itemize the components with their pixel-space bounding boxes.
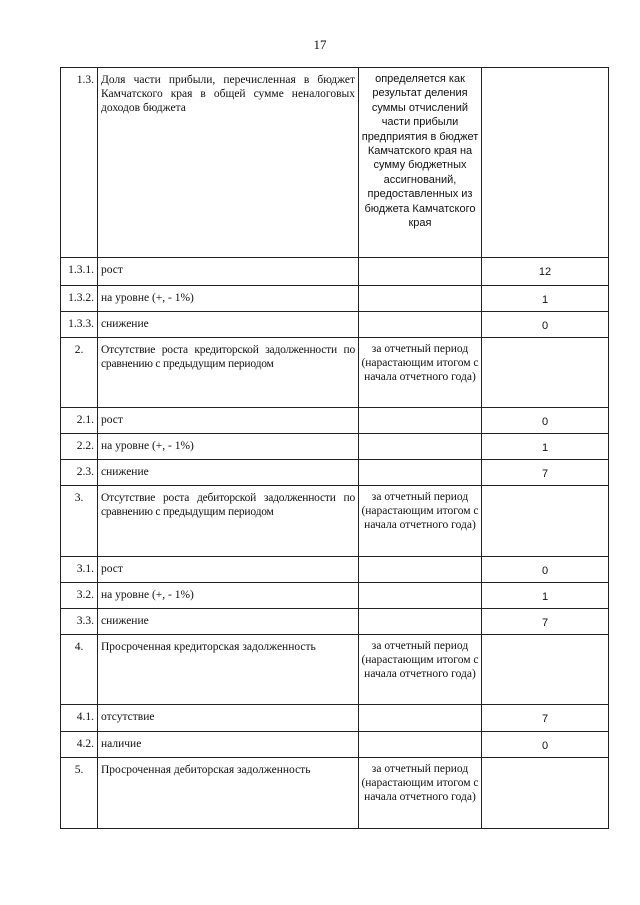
score-value: 1 — [482, 434, 609, 460]
table-row — [61, 286, 609, 312]
period-description — [359, 732, 482, 758]
score-value: 7 — [482, 460, 609, 486]
table-row — [61, 68, 609, 258]
score-value: 1 — [482, 286, 609, 312]
criterion-name: рост — [98, 557, 359, 583]
table-row — [61, 460, 609, 486]
score-value: 0 — [482, 312, 609, 338]
score-value: 12 — [482, 258, 609, 286]
score-value — [482, 758, 609, 829]
criterion-name: рост — [98, 408, 359, 434]
table-row — [61, 258, 609, 286]
row-number: 2.1. — [61, 408, 98, 434]
criterion-name: Просроченная кредиторская задолженность — [98, 635, 359, 705]
table-row — [61, 609, 609, 635]
period-description — [359, 434, 482, 460]
criterion-name: Доля части прибыли, перечисленная в бюджет Камчатского края в общей сумме неналоговых доходов бюджета — [98, 68, 359, 258]
criterion-name: на уровне (+, - 1%) — [98, 286, 359, 312]
period-description: за отчетный период (нарастающим итогом с начала отчетного года) — [359, 758, 482, 829]
row-number: 3.2. — [61, 583, 98, 609]
criteria-table — [60, 67, 609, 829]
row-number: 2.2. — [61, 434, 98, 460]
row-number: 5. — [61, 758, 98, 829]
table-row — [61, 312, 609, 338]
criterion-name: наличие — [98, 732, 359, 758]
table-row — [61, 557, 609, 583]
period-description — [359, 258, 482, 286]
score-value — [482, 338, 609, 408]
period-description: за отчетный период (нарастающим итогом с начала отчетного года) — [359, 338, 482, 408]
row-number: 3. — [61, 486, 98, 557]
criterion-name: снижение — [98, 312, 359, 338]
period-description — [359, 705, 482, 732]
criterion-name: рост — [98, 258, 359, 286]
period-description — [359, 460, 482, 486]
score-value: 1 — [482, 583, 609, 609]
table-row — [61, 732, 609, 758]
row-number: 1.3. — [61, 68, 98, 258]
row-number: 1.3.1. — [61, 258, 98, 286]
score-value: 7 — [482, 705, 609, 732]
table-row — [61, 434, 609, 460]
row-number: 1.3.2. — [61, 286, 98, 312]
table-row — [61, 705, 609, 732]
period-description — [359, 583, 482, 609]
row-number: 1.3.3. — [61, 312, 98, 338]
row-number: 2.3. — [61, 460, 98, 486]
period-description: за отчетный период (нарастающим итогом с начала отчетного года) — [359, 486, 482, 557]
table-row — [61, 635, 609, 705]
row-number: 4.1. — [61, 705, 98, 732]
period-description: определяется как результат деления суммы отчислений части прибыли предприятия в бюджет Камчатского края на сумму бюджетных ассигнований, предоставленных из бюджета Камчатского края — [359, 68, 482, 258]
table-row — [61, 408, 609, 434]
criterion-name: на уровне (+, - 1%) — [98, 583, 359, 609]
criterion-name: Просроченная дебиторская задолженность — [98, 758, 359, 829]
period-description — [359, 286, 482, 312]
period-description: за отчетный период (нарастающим итогом с начала отчетного года) — [359, 635, 482, 705]
score-value: 0 — [482, 732, 609, 758]
score-value — [482, 486, 609, 557]
row-number: 4.2. — [61, 732, 98, 758]
row-number: 3.3. — [61, 609, 98, 635]
score-value — [482, 635, 609, 705]
score-value: 0 — [482, 408, 609, 434]
period-description — [359, 312, 482, 338]
table-row — [61, 338, 609, 408]
score-value: 0 — [482, 557, 609, 583]
score-value — [482, 68, 609, 258]
table-row — [61, 583, 609, 609]
criterion-name: отсутствие — [98, 705, 359, 732]
score-value: 7 — [482, 609, 609, 635]
criterion-name: снижение — [98, 609, 359, 635]
page-number: 17 — [313, 37, 327, 52]
criterion-name: на уровне (+, - 1%) — [98, 434, 359, 460]
table-row — [61, 758, 609, 829]
period-description — [359, 609, 482, 635]
row-number: 2. — [61, 338, 98, 408]
period-description — [359, 408, 482, 434]
row-number: 3.1. — [61, 557, 98, 583]
criterion-name: Отсутствие роста кредиторской задолженности по сравнению с предыдущим периодом — [98, 338, 359, 408]
period-description — [359, 557, 482, 583]
row-number: 4. — [61, 635, 98, 705]
criterion-name: Отсутствие роста дебиторской задолженности по сравнению с предыдущим периодом — [98, 486, 359, 557]
criterion-name: снижение — [98, 460, 359, 486]
table-row — [61, 486, 609, 557]
